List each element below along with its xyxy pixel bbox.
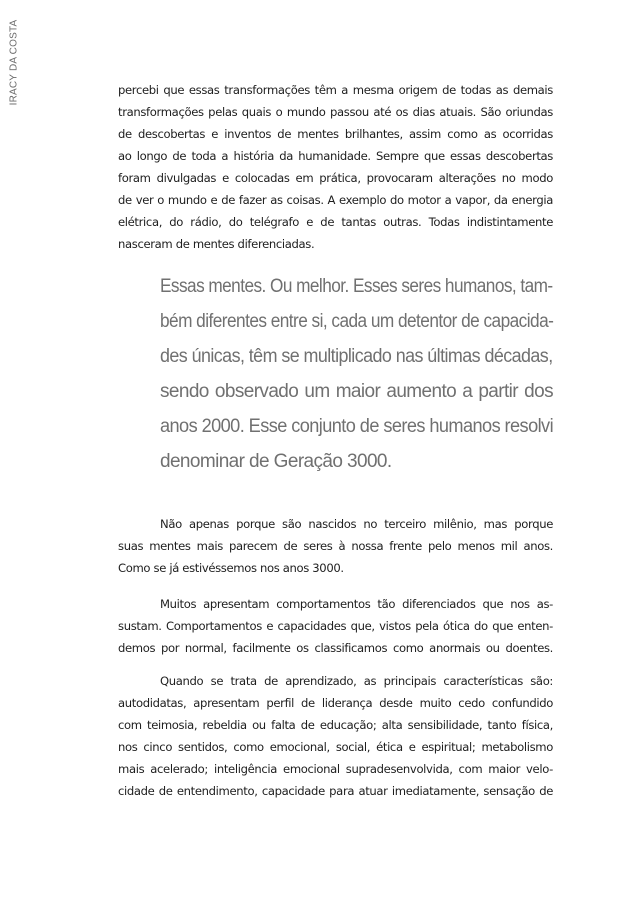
text-line: com teimosia, rebeldia ou falta de educação; alta sensibilidade, tanto física, <box>118 718 553 732</box>
text-line: sustam. Comportamentos e capacidades que, vistos pela ótica do que enten- <box>118 619 553 633</box>
text-line: demos por normal, facilmente os classificamos como anormais ou doentes. <box>118 641 553 655</box>
text-line: Como se já estivéssemos nos anos 3000. <box>118 561 344 575</box>
quote-line: bém diferentes entre si, cada um detentor de capacida- <box>160 311 554 332</box>
quote-line: des únicas, têm se multiplicado nas últimas décadas, <box>160 346 553 367</box>
text-line: de descobertas e inventos de mentes brilhantes, assim como as ocorridas <box>118 127 553 141</box>
running-head <box>4 19 24 105</box>
running-head-author: IRACY DA COSTA <box>8 19 20 105</box>
text-line: nasceram de mentes diferenciadas. <box>118 237 315 251</box>
text-line: elétrica, do rádio, do telégrafo e de tantas outras. Todas indistintamente <box>118 215 553 229</box>
quote-line: anos 2000. Esse conjunto de seres humanos resolvi <box>160 416 554 437</box>
text-line: mais acelerado; inteligência emocional supradesenvolvida, com maior velo- <box>118 762 553 776</box>
text-line: foram divulgadas e colocadas em prática, provocaram alterações no modo <box>118 171 553 185</box>
quote-line: Essas mentes. Ou melhor. Esses seres humanos, tam- <box>160 276 553 297</box>
text-line: nos cinco sentidos, como emocional, social, ética e espiritual; metabolismo <box>118 740 553 754</box>
text-line: cidade de entendimento, capacidade para atuar imediatamente, sensação de <box>118 784 553 798</box>
quote-line: denominar de Geração 3000. <box>160 451 392 472</box>
text-line: percebi que essas transformações têm a mesma origem de todas as demais <box>118 83 553 97</box>
text-line: suas mentes mais parecem de seres à nossa frente pelo menos mil anos. <box>118 539 553 553</box>
text-line: transformações pelas quais o mundo passou até os dias atuais. São oriundas <box>118 105 553 119</box>
text-line: autodidatas, apresentam perfil de liderança desde muito cedo confundido <box>118 696 553 710</box>
text-line: Muitos apresentam comportamentos tão diferenciados que nos as- <box>160 597 553 611</box>
text-line: Quando se trata de aprendizado, as principais características são: <box>160 674 553 688</box>
text-line: Não apenas porque são nascidos no terceiro milênio, mas porque <box>160 517 553 531</box>
text-line: de ver o mundo e de fazer as coisas. A exemplo do motor a vapor, da energia <box>118 193 553 207</box>
text-line: ao longo de toda a história da humanidade. Sempre que essas descobertas <box>118 149 553 163</box>
quote-line: sendo observado um maior aumento a partir dos <box>160 381 553 402</box>
